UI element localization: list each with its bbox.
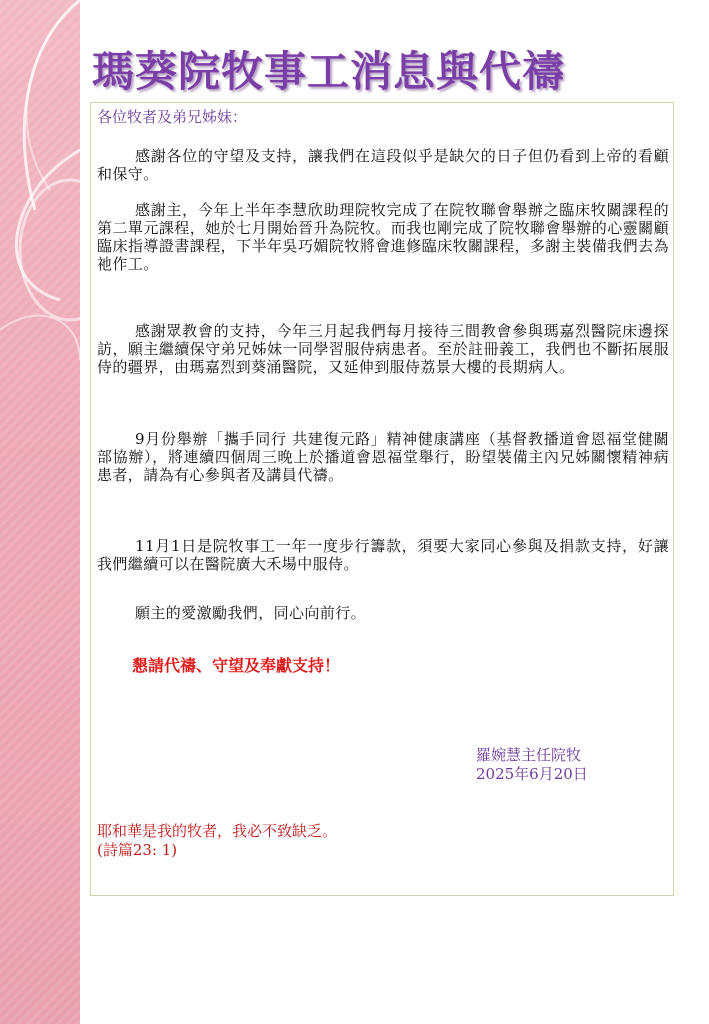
decorative-pink-strip <box>0 0 80 1024</box>
decorative-swirl-icon <box>0 0 80 1024</box>
signature-date: 2025年6月20日 <box>476 765 588 783</box>
signature-name: 羅婉慧主任院牧 <box>476 746 582 764</box>
signature-block <box>476 746 588 784</box>
paragraph-churches: 感謝眾教會的支持，今年三月起我們每月接待三間教會參與瑪嘉烈醫院床邊探訪，願主繼續保守弟兄姊妹一同學習服侍病患者。至於註冊義工，我們也不斷拓展服侍的疆界，由瑪嘉烈到葵涌醫院，又延伸到服侍荔景大樓的長期病人。 <box>97 322 669 376</box>
paragraph-blessing: 願主的愛激勵我們，同心向前行。 <box>135 604 367 622</box>
salutation: 各位牧者及弟兄姊妹： <box>97 108 248 126</box>
paragraph-walkathon: 11月1日是院牧事工一年一度步行籌款，須要大家同心參與及捐款支持，好讓我們繼續可以在醫院廣大禾場中服侍。 <box>97 537 669 573</box>
verse-reference: (詩篇23: 1) <box>97 841 178 859</box>
scripture-verse <box>97 822 337 860</box>
paragraph-thanks: 感謝各位的守望及支持，讓我們在這段似乎是缺欠的日子但仍看到上帝的看顧和保守。 <box>97 147 669 183</box>
paragraph-training: 感謝主，今年上半年李慧欣助理院牧完成了在院牧聯會舉辦之臨床牧關課程的第二單元課程，她於七月開始晉升為院牧。而我也剛完成了院牧聯會舉辦的心靈關顧臨床指導證書課程，下半年吳巧媚院牧將會進修臨床牧關課程，多謝主裝備我們去為祂作工。 <box>97 201 669 273</box>
prayer-appeal: 懇請代禱、守望及奉獻支持！ <box>132 656 341 675</box>
paragraph-seminar: 9月份舉辦「攜手同行 共建復元路」精神健康講座（基督教播道會恩福堂健關部協辦），將連續四個周三晚上於播道會恩福堂舉行，盼望裝備主內兄姊關懷精神病患者，請為有心參與者及講員代禱。 <box>97 430 669 484</box>
verse-text: 耶和華是我的牧者，我必不致缺乏。 <box>97 822 338 840</box>
page-title: 瑪葵院牧事工消息與代禱 <box>92 47 566 96</box>
